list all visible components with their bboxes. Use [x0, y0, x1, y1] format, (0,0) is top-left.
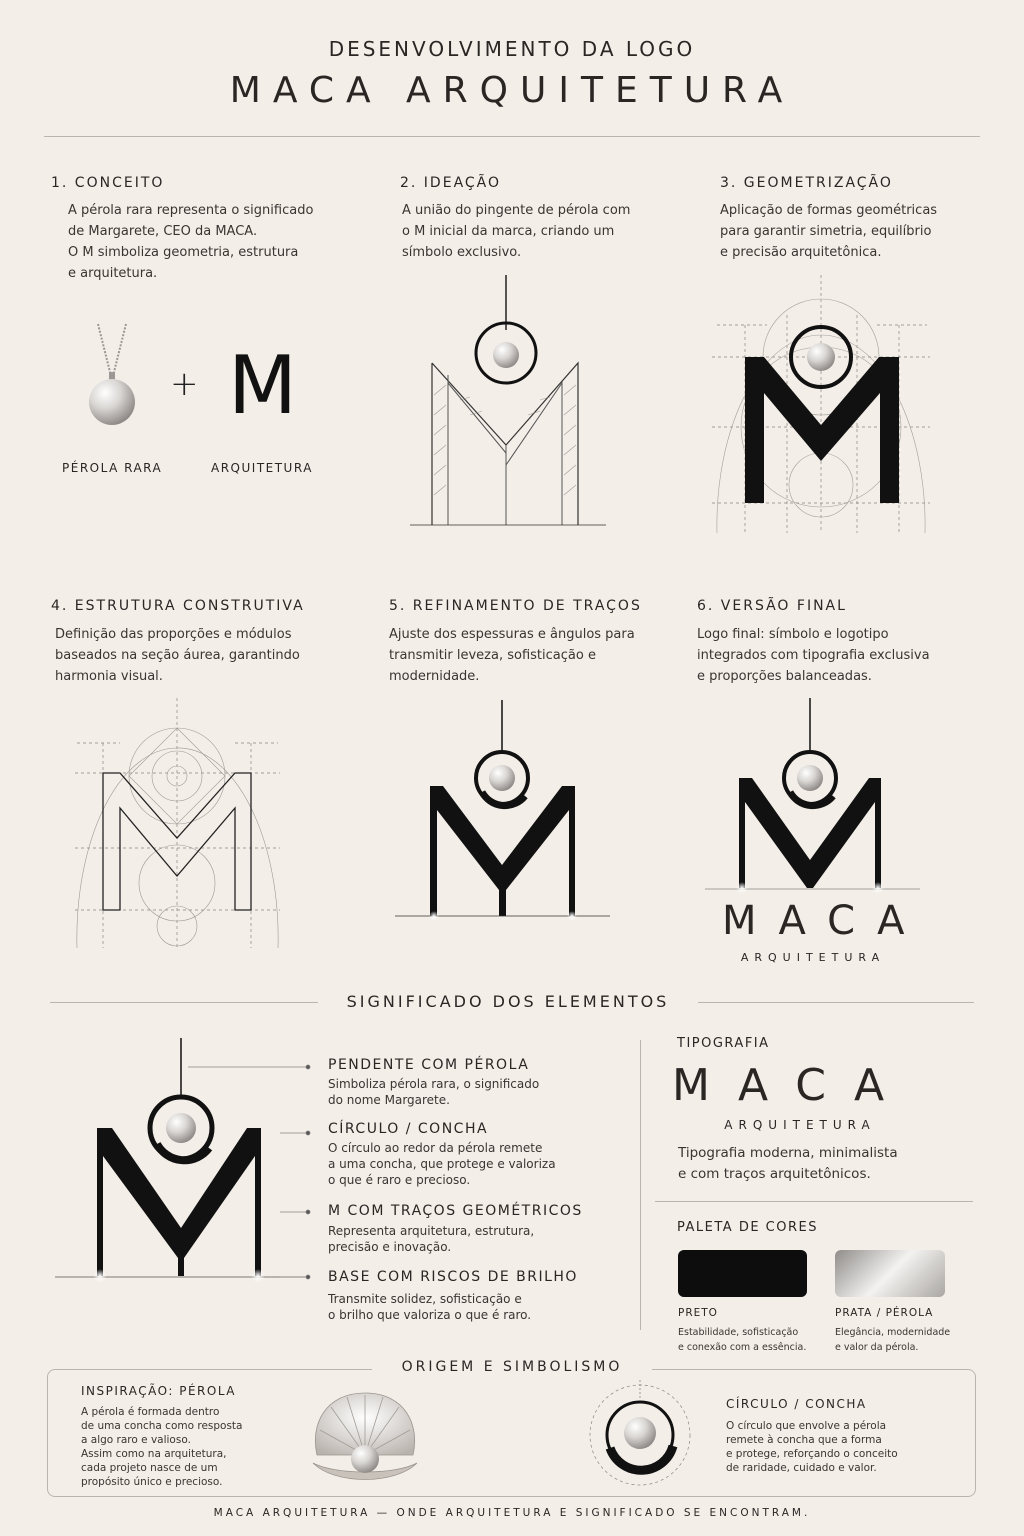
step-6-title: 6. VERSÃO FINAL [697, 598, 847, 614]
circle-pearl-icon [585, 1380, 695, 1490]
swatch-silver-text: Elegância, modernidade e valor da pérola. [835, 1327, 951, 1353]
footer-tagline: MACA ARQUITETURA — ONDE ARQUITETURA E SIGNIFICADO SE ENCONTRAM. [213, 1507, 811, 1519]
pearl-necklace-icon [80, 322, 150, 432]
step-4-text: Definição das proporções e módulos baseados na seção áurea, garantindo harmonia visual. [55, 627, 300, 684]
element-1-text: Simboliza pérola rara, o significado do nome Margarete. [328, 1077, 540, 1107]
swatch-silver-name: PRATA / PÉROLA [835, 1307, 934, 1319]
circle-shell-title: CÍRCULO / CONCHA [726, 1397, 867, 1411]
final-subword: ARQUITETURA [740, 951, 886, 964]
pearl-label: PÉROLA RARA [62, 461, 163, 475]
typography-title: TIPOGRAFIA [677, 1036, 770, 1051]
refined-logo [395, 700, 610, 920]
plus-sign: + [170, 364, 199, 404]
meaning-divider-left [50, 1002, 318, 1003]
arch-label: ARQUITETURA [211, 461, 313, 475]
typography-wordmark: MACA [672, 1060, 913, 1111]
step-3-text: Aplicação de formas geométricas para garantir simetria, equilíbrio e precisão arquitetônica. [720, 203, 938, 260]
typography-text: Tipografia moderna, minimalista e com traços arquitetônicos. [678, 1145, 898, 1182]
step-2-text: A união do pingente de pérola com o M inicial da marca, criando um símbolo exclusivo. [402, 203, 631, 260]
element-2-title: CÍRCULO / CONCHA [328, 1121, 489, 1137]
sketch-logo [410, 275, 610, 530]
step-4-title: 4. ESTRUTURA CONSTRUTIVA [51, 598, 305, 614]
swatch-black-name: PRETO [678, 1307, 718, 1319]
step-1-title: 1. CONCEITO [51, 175, 165, 191]
element-1-title: PENDENTE COM PÉROLA [328, 1057, 530, 1073]
header-divider [44, 136, 980, 137]
step-1-text: A pérola rara representa o significado de Margarete, CEO da MACA. O M simboliza geometria, estrutura e arquitetura. [68, 203, 314, 281]
final-wordmark: MACA [722, 898, 927, 944]
geometric-logo [712, 275, 930, 535]
meaning-divider-right [698, 1002, 974, 1003]
element-3-text: Representa arquitetura, estrutura, precisão e inovação. [328, 1224, 535, 1254]
meaning-vertical-divider [640, 1040, 641, 1330]
shell-pearl-icon [305, 1385, 425, 1490]
element-4-text: Transmite solidez, sofisticação e o brilho que valoriza o que é raro. [328, 1292, 532, 1322]
inspiration-title: INSPIRAÇÃO: PÉROLA [81, 1384, 236, 1398]
step-5-title: 5. REFINAMENTO DE TRAÇOS [389, 598, 642, 614]
typography-subword: ARQUITETURA [724, 1118, 876, 1132]
element-2-text: O círculo ao redor da pérola remete a uma concha, que protege e valoriza o que é raro e precioso. [328, 1141, 556, 1187]
typography-divider [655, 1201, 973, 1202]
leader-lines [180, 1060, 320, 1290]
step-2-title: 2. IDEAÇÃO [400, 175, 502, 191]
element-3-title: M COM TRAÇOS GEOMÉTRICOS [328, 1203, 583, 1219]
step-3-title: 3. GEOMETRIZAÇÃO [720, 175, 893, 191]
element-4-title: BASE COM RISCOS DE BRILHO [328, 1269, 578, 1285]
origin-section-title: ORIGEM E SIMBOLISMO [372, 1359, 652, 1375]
header-kicker: DESENVOLVIMENTO DA LOGO [328, 37, 696, 61]
page-title: MACA ARQUITETURA [229, 70, 795, 111]
swatch-black-text: Estabilidade, sofisticação e conexão com a essência. [678, 1327, 807, 1353]
palette-title: PALETA DE CORES [677, 1220, 818, 1235]
swatch-black [678, 1250, 807, 1297]
m-letter-icon: M [228, 339, 298, 432]
inspiration-text: A pérola é formada dentro de uma concha como resposta a algo raro e valioso. Assim como na arquitetura, cada projeto nasce de um propósito único e precioso. [81, 1406, 243, 1488]
step-6-text: Logo final: símbolo e logotipo integrados com tipografia exclusiva e proporções balanceadas. [697, 627, 930, 684]
construction-logo [75, 698, 280, 948]
swatch-silver [835, 1250, 945, 1297]
meaning-section-title: SIGNIFICADO DOS ELEMENTOS [346, 992, 670, 1011]
step-5-text: Ajuste dos espessuras e ângulos para transmitir leveza, sofisticação e modernidade. [389, 627, 635, 684]
final-logo-symbol [705, 698, 920, 893]
circle-shell-text: O círculo que envolve a pérola remete à concha que a forma e protege, reforçando o conceito de raridade, cuidado e valor. [726, 1420, 898, 1474]
